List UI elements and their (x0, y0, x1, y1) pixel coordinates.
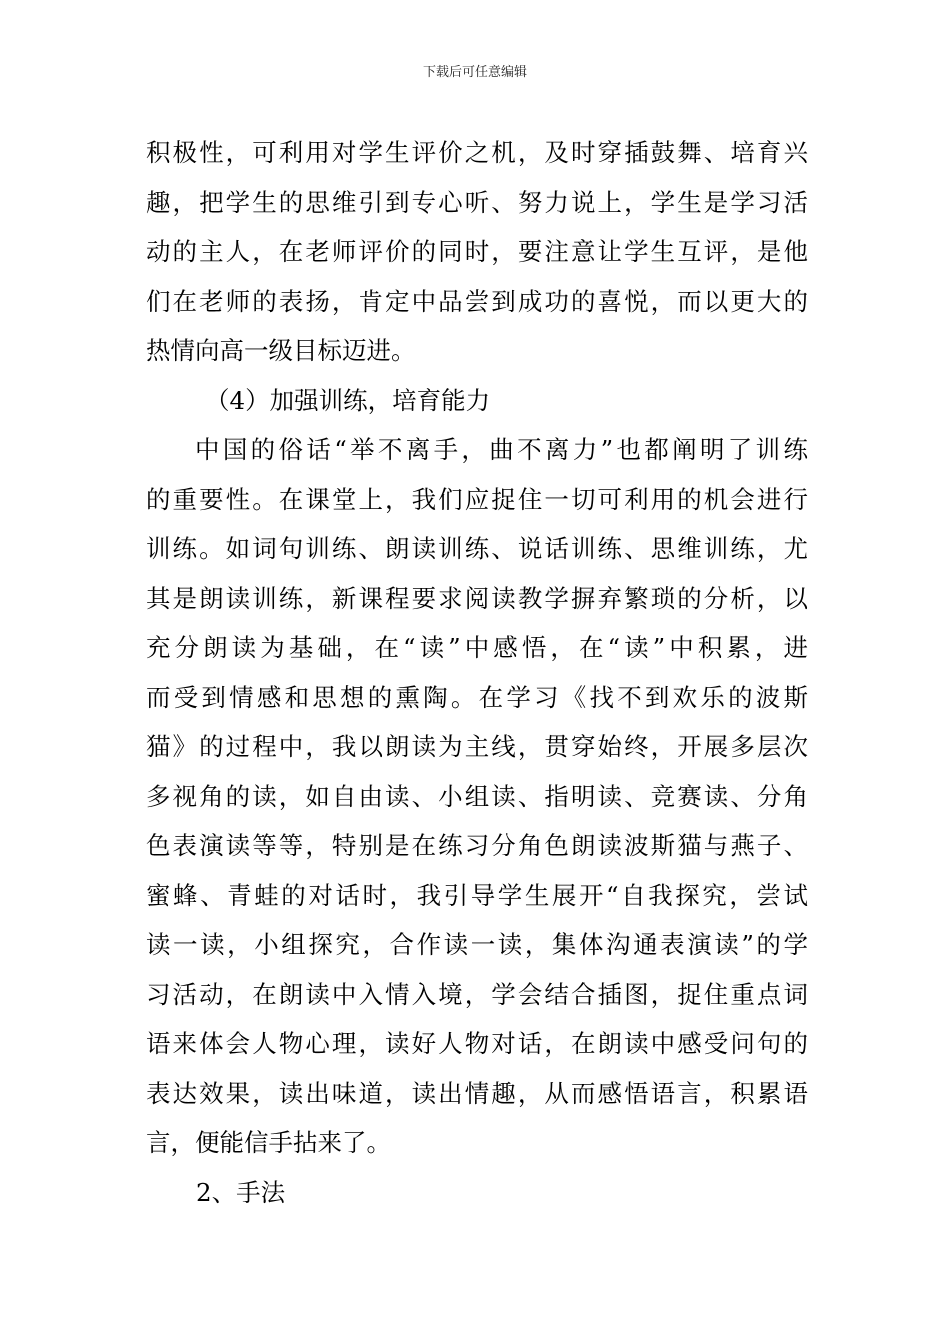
text-line: 读一读，小组探究，合作读一读，集体沟通表演读”的学 (146, 930, 808, 959)
text-line: 多视角的读，如自由读、小组读、指明读、竞赛读、分角 (146, 781, 808, 811)
text-line: 言，便能信手拈来了。 (146, 1128, 391, 1157)
text-line: 们在老师的表扬，肯定中品尝到成功的喜悦，而以更大的 (146, 286, 808, 316)
page-header: 下载后可任意编辑 (422, 65, 527, 80)
document-body (146, 128, 808, 1217)
text-line: 而受到情感和思想的熏陶。在学习《找不到欢乐的波斯 (146, 682, 808, 712)
text-line: 中国的俗话“举不离手，曲不离力”也都阐明了训练 (195, 435, 808, 464)
text-line: 动的主人，在老师评价的同时，要注意让学生互评，是他 (146, 237, 808, 266)
text-line: 热情向高一级目标迈进。 (146, 336, 416, 365)
text-line: （4）加强训练，培育能力 (205, 385, 491, 415)
text-line: 语来体会人物心理，读好人物对话，在朗读中感受问句的 (146, 1029, 808, 1058)
text-line: 积极性，可利用对学生评价之机，及时穿插鼓舞、培育兴 (146, 138, 808, 167)
text-line: 猫》的过程中，我以朗读为主线，贯穿始终，开展多层次 (146, 732, 808, 761)
text-line: 趣，把学生的思维引到专心听、努力说上，学生是学习活 (146, 187, 808, 217)
text-line: 表达效果，读出味道，读出情趣，从而感悟语言，积累语 (146, 1078, 808, 1108)
text-line: 充分朗读为基础，在“读”中感悟，在“读”中积累，进 (146, 633, 808, 662)
text-line: 的重要性。在课堂上，我们应捉住一切可利用的机会进行 (146, 484, 808, 514)
text-line: 蜜蜂、青蛙的对话时，我引导学生展开“自我探究，尝试 (146, 880, 808, 910)
text-line: 色表演读等等，特别是在练习分角色朗读波斯猫与燕子、 (146, 831, 808, 860)
text-line: 其是朗读训练，新课程要求阅读教学摒弃繁琐的分析，以 (146, 583, 808, 613)
text-line: 训练。如词句训练、朗读训练、说话训练、思维训练，尤 (146, 534, 808, 563)
text-line: 习活动，在朗读中入情入境，学会结合插图，捉住重点词 (146, 979, 808, 1009)
text-line: 2、手法 (196, 1177, 286, 1207)
